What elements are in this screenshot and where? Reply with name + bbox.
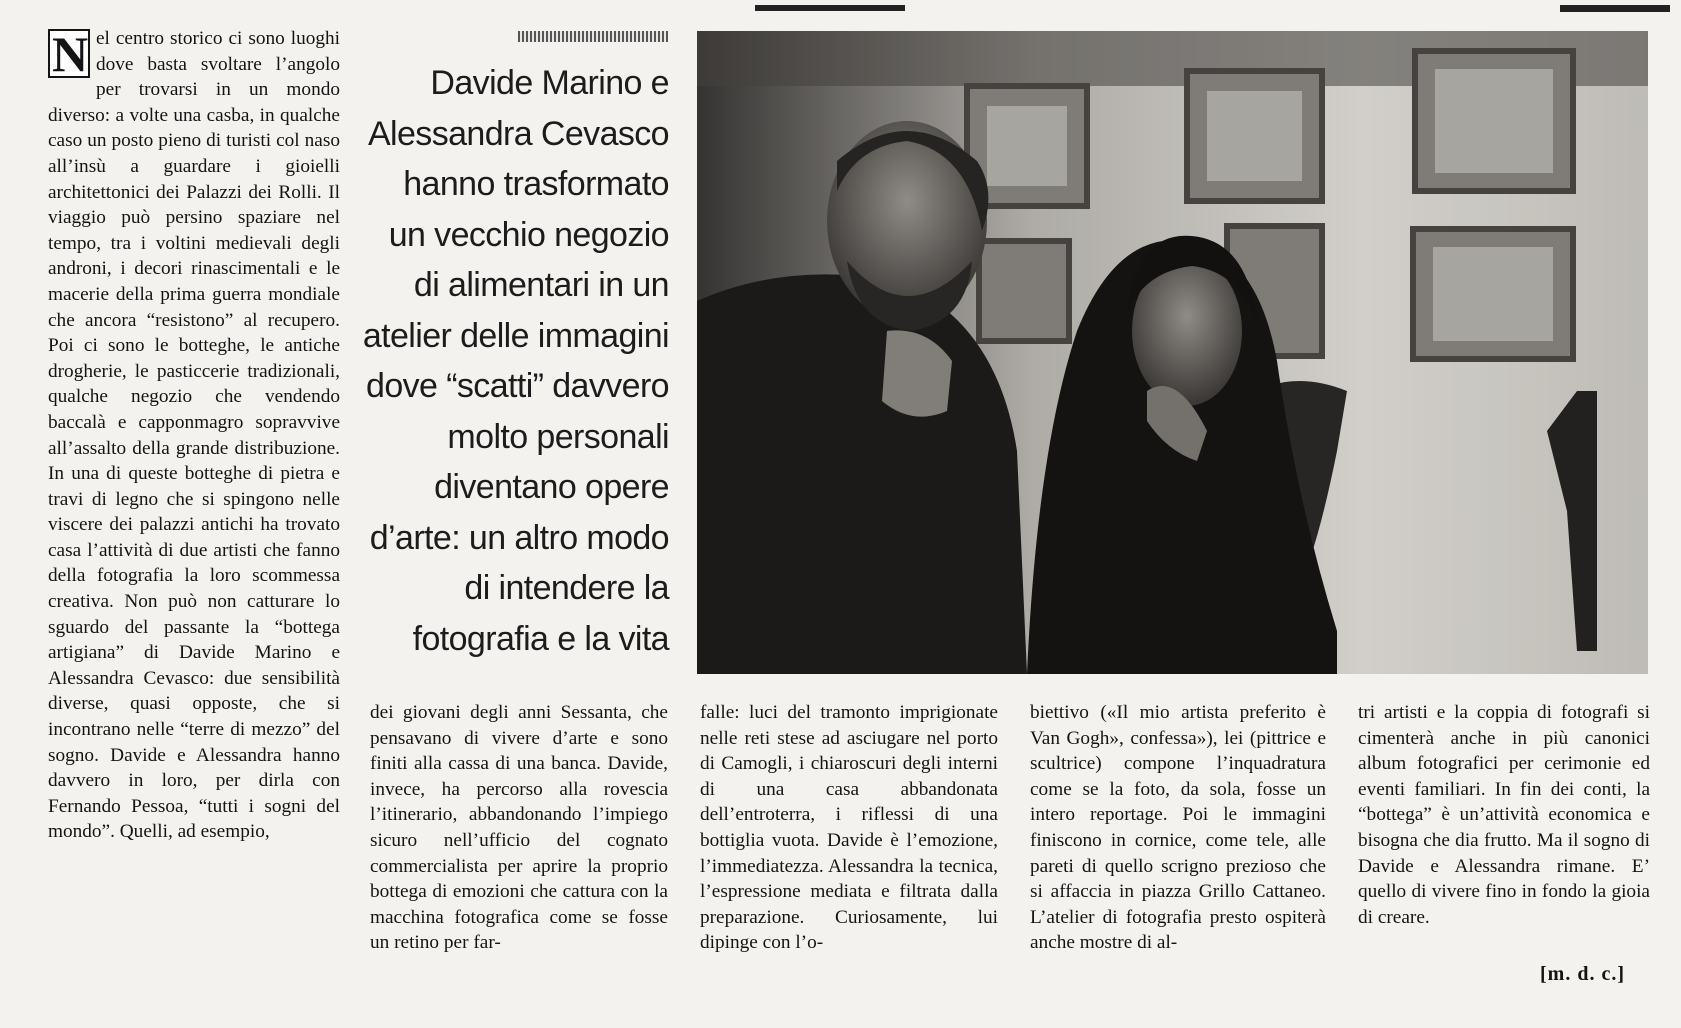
column-3-text: falle: luci del tramonto imprigionate nelle reti stese ad asciugare nel porto di Camogli, i chiaroscuri degli interni di una casa abbandonata dell’entroterra, i riflessi di una bottiglia vuota. Davide è l’emozione, l’immediatezza. Alessandra la tecnica, l’espressione mediata e filtrata dalla preparazione. Curiosamente, lui dipinge con l’o- bbox=[700, 702, 998, 954]
pullquote bbox=[360, 58, 669, 664]
column-1-text: el centro storico ci sono luoghi dove basta svoltare l’angolo per trovarsi in un mondo diverso: a volte una casba, in qualche caso un posto pieno di turisti col naso all’insù a guardare i gioielli architettonici dei Palazzi dei Rolli. Il viaggio può persino spaziare nel tempo, tra i voltini medievali degli androni, i decori rinascimentali e le macerie della prima guerra mondiale che ancora “resistono” al recupero. Poi ci sono le botteghe, le antiche drogherie, le pasticcerie tradizionali, qualche negozio che vendendo baccalà e capponmagro sopravvive all’assalto della grande distribuzione. In una di queste botteghe di pietra e travi di legno che si spingono nelle viscere dei palazzi antichi ha trovato casa l’attività di due artisti che fanno della fotografia la loro scommessa creativa. Non può non catturare lo sguardo del passante la “bottega artigiana” di Davide Marino e Alessandra Cevasco: due sensibilità diverse, quasi opposte, che si incontrano nelle “terre di mezzo” del sogno. Davide e Alessandra hanno davvero in loro, per dirla con Fernando Pessoa, “tutti i sogni del mondo”. Quelli, ad esempio, bbox=[48, 28, 340, 843]
pullquote-line: diventano opere bbox=[434, 468, 669, 506]
pullquote-line: d’arte: un altro modo bbox=[369, 518, 669, 557]
article-column-1 bbox=[48, 26, 340, 845]
author-signature: [m. d. c.] bbox=[1540, 963, 1625, 985]
pullquote-line: atelier delle immagini bbox=[362, 316, 669, 355]
column-2-text: dei giovani degli anni Sessanta, che pensavano di vivere d’arte e sono finiti alla cassa di una banca. Davide, invece, ha percorso alla rovescia l’itinerario, abbandonando l’impiego sicuro nell’ufficio del cognato commercialista per aprire la proprio bottega di emozioni che cattura con la macchina fotografica come se fosse un retino per far- bbox=[370, 702, 668, 954]
pullquote-line: Davide Marino e bbox=[430, 64, 669, 102]
pullquote-line: un vecchio negozio bbox=[388, 215, 669, 254]
article-column-2 bbox=[370, 700, 668, 956]
drop-cap: N bbox=[48, 29, 90, 78]
article-column-3 bbox=[700, 700, 998, 956]
pullquote-line: molto personali bbox=[447, 417, 669, 456]
top-cropped-headline bbox=[600, 0, 1681, 8]
photo-artists-portrait bbox=[697, 31, 1648, 674]
pullquote-line: di intendere la bbox=[464, 569, 669, 607]
pullquote-line: dove “scatti” davvero bbox=[366, 367, 669, 405]
pullquote-line: fotografia e la vita bbox=[412, 619, 669, 658]
pullquote-line: di alimentari in un bbox=[413, 266, 669, 304]
pullquote-line: Alessandra Cevasco bbox=[367, 114, 669, 153]
article-column-4 bbox=[1030, 700, 1326, 956]
article-column-5 bbox=[1358, 700, 1650, 930]
column-5-text: tri artisti e la coppia di fotografi si cimenterà anche in più canonici album fotografici per cerimonie ed eventi familiari. In fin dei conti, la “bottega” è un’attività economica e bisogna che dia frutto. Ma il sogno di Davide e Alessandra rimane. E’ quello di vivere fino in fondo la gioia di creare. bbox=[1358, 702, 1650, 928]
pullquote-line: hanno trasformato bbox=[403, 165, 669, 203]
pullquote-rule bbox=[518, 31, 668, 42]
column-4-text: biettivo («Il mio artista preferito è Van Gogh», confessa»), lei (pittrice e scultrice) compone l’inquadratura come se la foto, da sola, fosse un intero reportage. Poi le immagini finiscono in cornice, come tele, alle pareti di quello scrigno prezioso che si affaccia in piazza Grillo Cattaneo. L’atelier di fotografia presto ospiterà anche mostre di al- bbox=[1030, 702, 1326, 954]
